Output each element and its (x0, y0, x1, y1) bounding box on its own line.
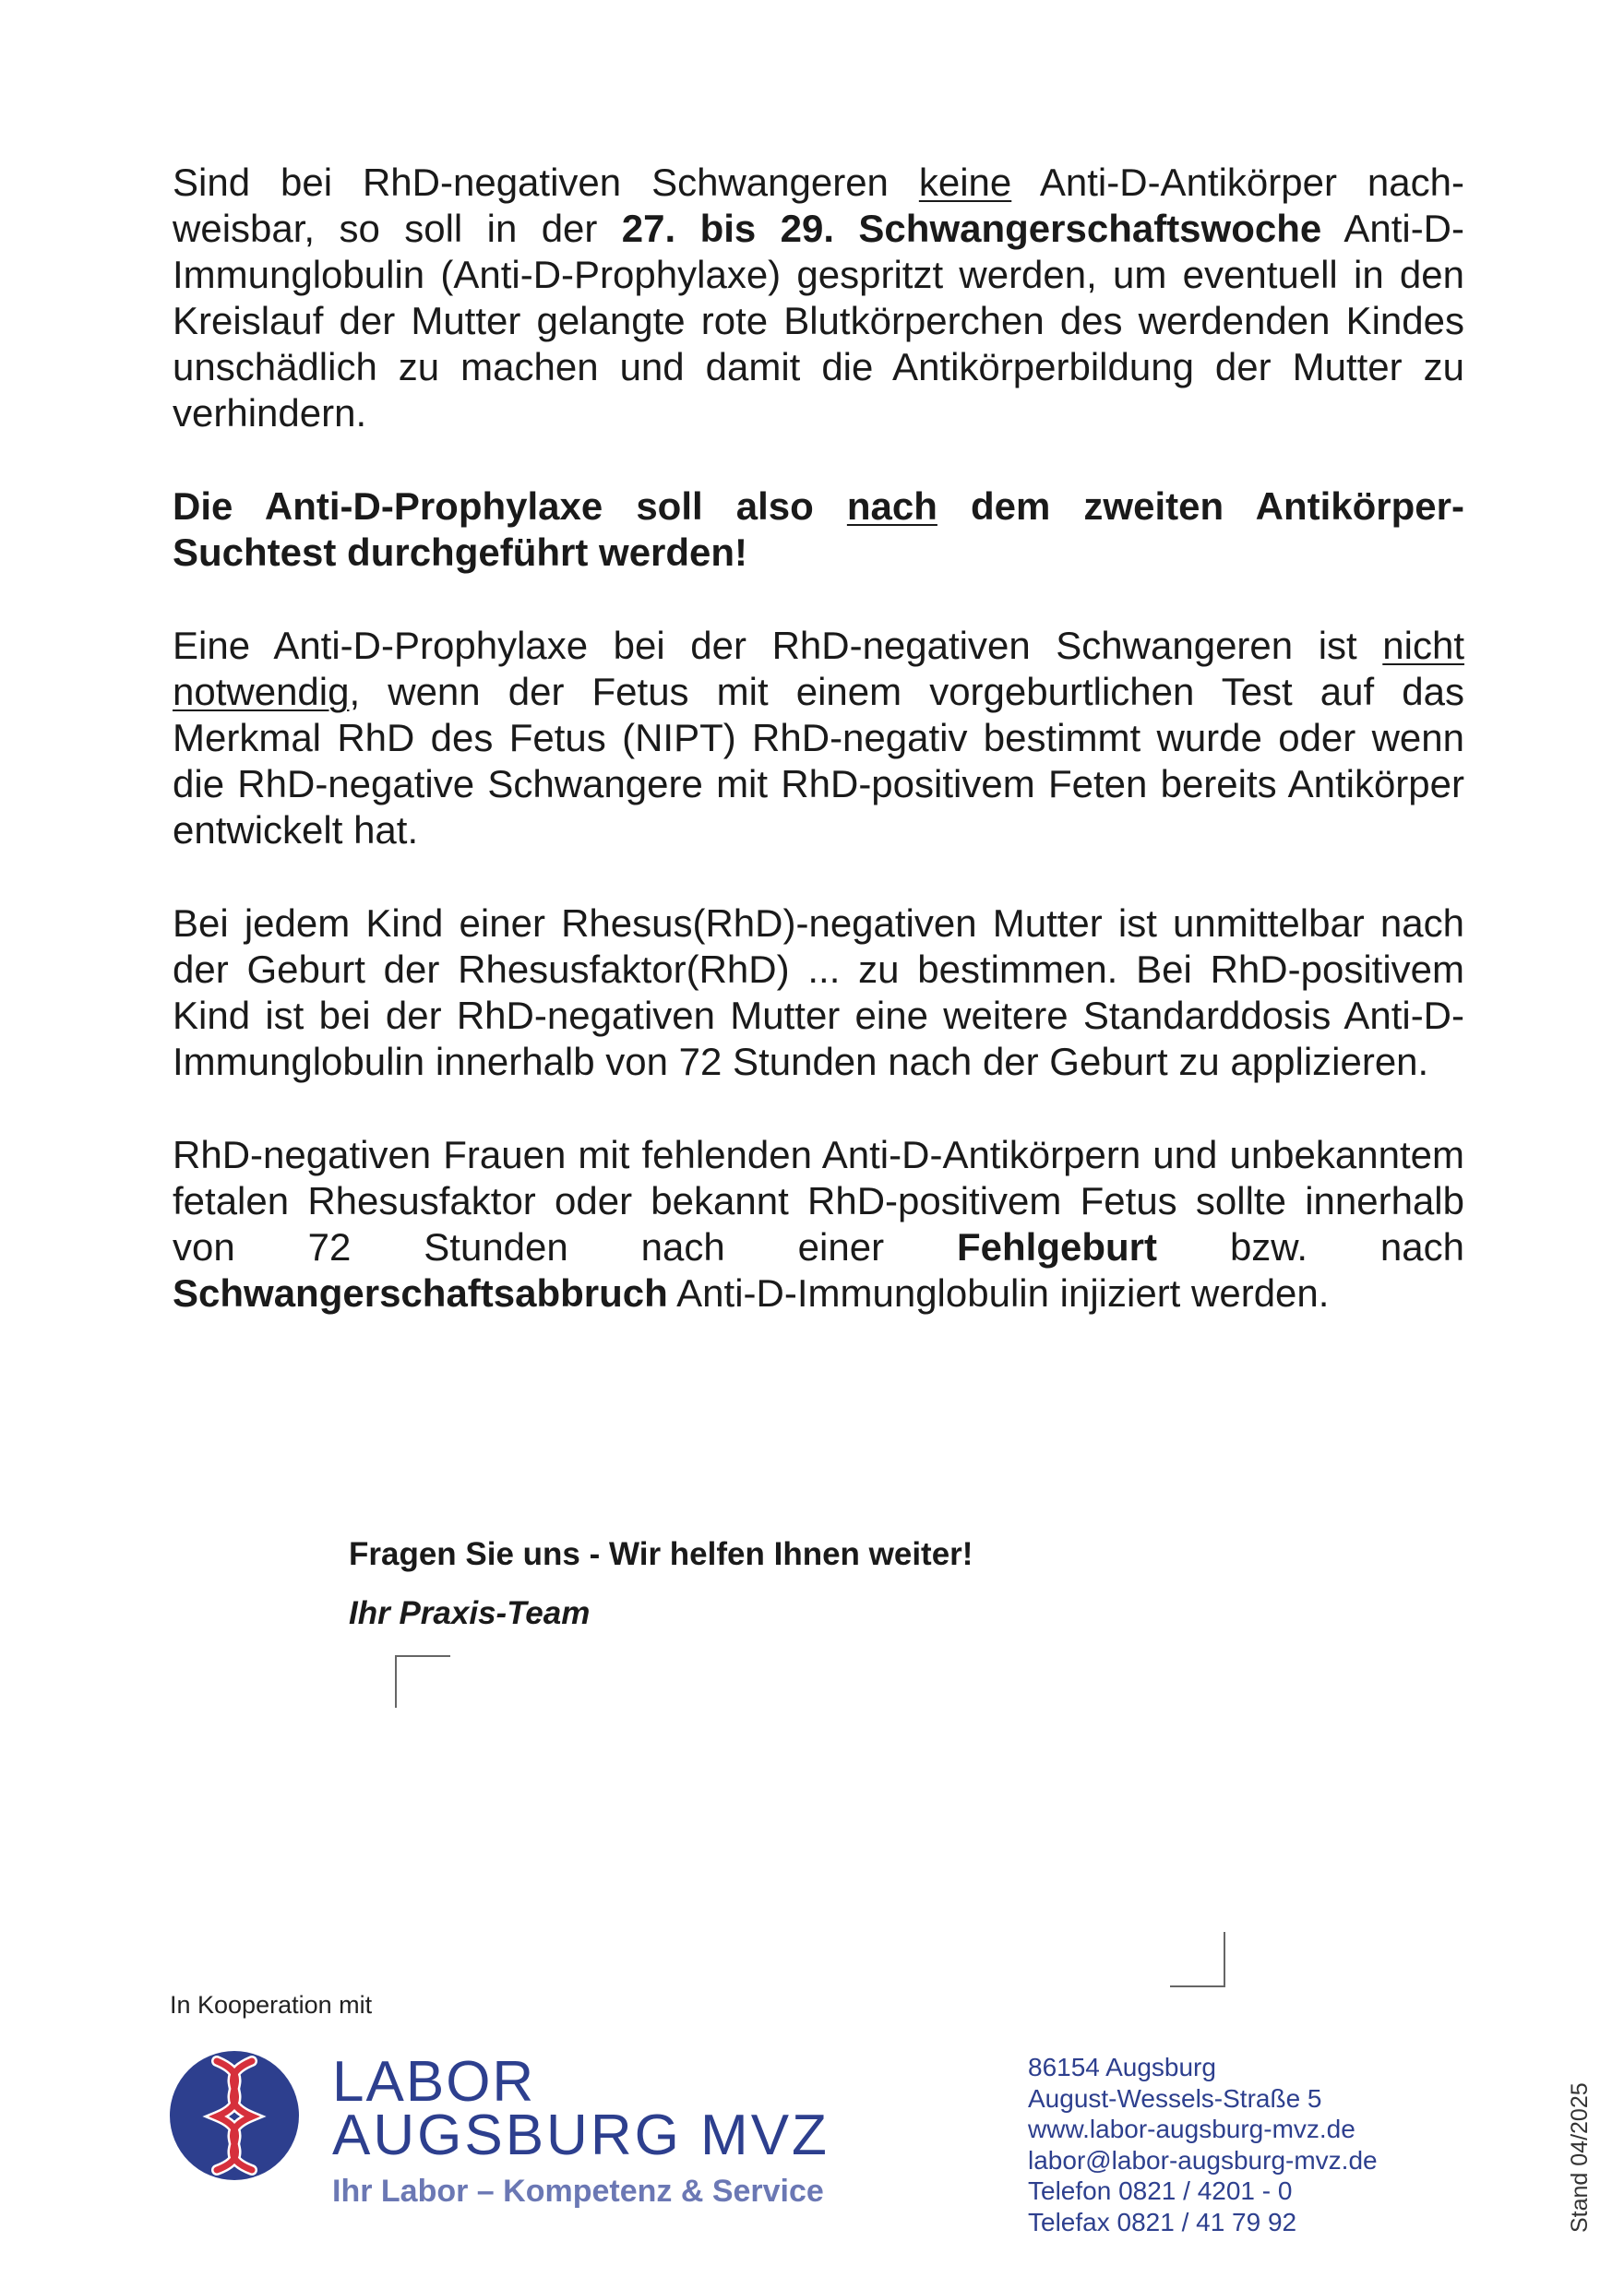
lab-brand (332, 2050, 830, 2210)
emphasis-keine: keine (918, 161, 1012, 204)
lab-logo-icon (169, 2050, 300, 2181)
address-phone: Telefon 0821 / 4201 - 0 (1028, 2176, 1293, 2205)
brand-line-1: LABOR (332, 2050, 536, 2114)
emphasis-nach: nach (846, 484, 937, 528)
lab-address (1028, 2052, 1378, 2237)
emphasis-fehlgeburt: Fehlgeburt (957, 1225, 1158, 1269)
emphasis-abbruch: Schwangerschaftsabbruch (173, 1271, 668, 1315)
address-street: August-Wessels-Straße 5 (1028, 2083, 1322, 2113)
closing-team: Ihr Praxis-Team (349, 1595, 591, 1631)
emphasis-nicht-notwendig: nicht notwendig (173, 624, 1464, 713)
paragraph-not-necessary: Eine Anti-D-Prophylaxe bei der RhD-negativen Schwangeren ist nicht notwendig, wenn der Fetus mit einem vorgeburtlichen Test auf das Merkmal RhD des Fetus (NIPT) RhD-negativ bestimmt wurde oder wenn die RhD-negative Schwangere mit RhD-positivem Feten bereits Antikörper entwickelt hat. (173, 624, 1464, 852)
paragraph-miscarriage: RhD-negativen Frauen mit fehlenden Anti-D-Antikörpern und unbekanntem fetalen Rhesusfaktor oder bekannt RhD-positivem Fetus sollte innerhalb von 72 Stunden nach einer Fehlgeburt bzw. nach Schwangerschaftsabbruch Anti-D-Immunglobulin injiziert werden. (173, 1133, 1464, 1315)
brand-line-2: AUGSBURG MVZ (332, 2104, 830, 2167)
closing-block (349, 1535, 973, 1633)
address-website[interactable]: www.labor-augsburg-mvz.de (1028, 2115, 1355, 2143)
main-content (173, 160, 1464, 1364)
address-city: 86154 Augsburg (1028, 2053, 1216, 2081)
paragraph-prophylaxe-after-test: Die Anti-D-Prophylaxe soll also nach dem zweiten Antikörper-Suchtest durchgeführt werden! (173, 484, 1464, 574)
closing-question: Fragen Sie uns - Wir helfen Ihnen weiter! (349, 1536, 973, 1572)
cooperation-label: In Kooperation mit (170, 1991, 373, 2019)
address-window-mark-top-left (395, 1655, 450, 1708)
address-window-mark-bottom-right (1170, 1932, 1225, 1987)
paragraph-prophylaxe-timing: Sind bei RhD-negativen Schwangeren keine Anti-D-Antikörper nachweisbar, so soll in der 27. bis 29. Schwangerschaftswoche Anti-D-Immunglobulin (Anti-D-Prophylaxe) gespritzt werden, um eventuell in den Kreislauf der Mutter gelangte rote Blutkörperchen des werdenden Kindes unschädlich zu machen und damit die Antikörperbildung der Mutter zu verhindern. (173, 161, 1464, 435)
paragraph-after-birth: Bei jedem Kind einer Rhesus(RhD)-negativen Mutter ist unmittelbar nach der Geburt der Rhesusfaktor(RhD) ... zu bestimmen. Bei RhD-positivem Kind ist bei der RhD-negativen Mutter eine weitere Standarddosis Anti-D-Immunglobulin innerhalb von 72 Stunden nach der Geburt zu applizieren. (173, 901, 1464, 1083)
document-version: Stand 04/2025 (1567, 2082, 1593, 2233)
emphasis-week: 27. bis 29. Schwangerschaftswoche (621, 207, 1322, 250)
address-email[interactable]: labor@labor-augsburg-mvz.de (1028, 2145, 1378, 2175)
brand-tagline: Ihr Labor – Kompetenz & Service (332, 2174, 824, 2209)
address-fax: Telefax 0821 / 41 79 92 (1028, 2207, 1297, 2236)
